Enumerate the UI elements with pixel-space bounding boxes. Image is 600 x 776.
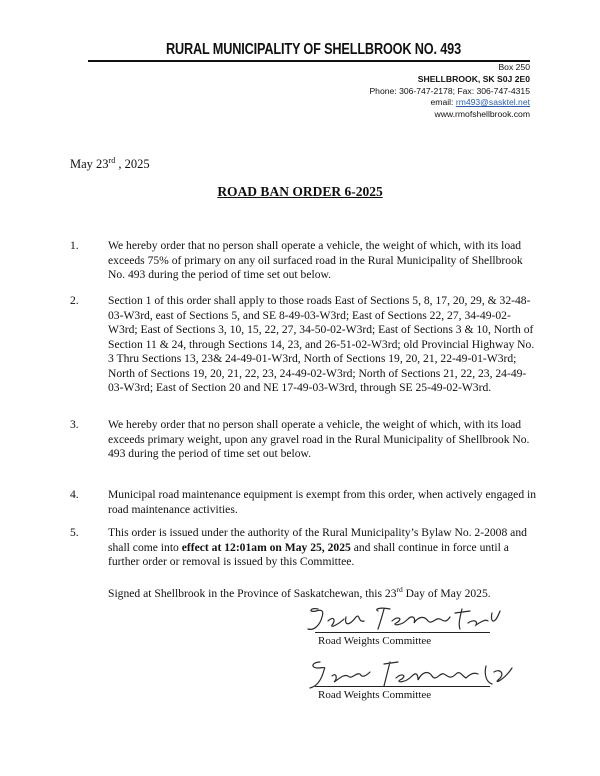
box-number: Box 250 (498, 62, 530, 72)
clause-text: Municipal road maintenance equipment is exempt from this order, when actively engaged in road maintenance activities. (108, 488, 537, 516)
email-link[interactable]: rm493@sasktel.net (455, 97, 530, 108)
website[interactable]: www.rmofshellbrook.com (434, 109, 530, 120)
city-postal: SHELLBROOK, SK S0J 2E0 (417, 73, 530, 84)
clause-text: We hereby order that no person shall operate a vehicle, the weight of which, with its load exceeds primary weight, upon any gravel road in the Rural Municipality of Shellbrook No. 493 during the period of time set out below. (108, 418, 530, 460)
committee-label-2: Road Weights Committee (318, 689, 432, 701)
contact-block (369, 62, 530, 121)
clause-number: 3. (70, 418, 79, 431)
document-date: May 23rd , 2025 (70, 156, 150, 172)
committee-label-1: Road Weights Committee (318, 635, 432, 647)
phone-fax: Phone: 306-747-2178; Fax: 306-747-4315 (369, 85, 530, 96)
email-line (369, 97, 530, 109)
signed-statement: Signed at Shellbrook in the Province of Saskatchewan, this 23rd Day of May 2025. (108, 585, 491, 600)
clause-number: 5. (70, 526, 79, 539)
clause-text: This order is issued under the authority of the Rural Municipality’s Bylaw No. 2-2008 and shall come into effect at 12:01am on May 25, 2025 and shall continue in force until a further order or removal is issued by this Committee. (108, 526, 527, 568)
municipality-name: RURAL MUNICIPALITY OF SHELLBROOK NO. 493 (166, 41, 461, 58)
effective-date: effect at 12:01am on May 25, 2025 (181, 540, 351, 554)
order-title: ROAD BAN ORDER 6-2025 (217, 184, 383, 199)
clause-number: 1. (70, 239, 79, 252)
clause-number: 2. (70, 294, 79, 307)
clause-text: We hereby order that no person shall operate a vehicle, the weight of which, with its load exceeds 75% of primary on any oil surfaced road in the Rural Municipality of Shellbrook No. 493 during the period of time set out below. (108, 239, 523, 281)
signature-line-1 (315, 632, 490, 633)
clause-number: 4. (70, 488, 79, 501)
signature-1 (300, 603, 510, 639)
clause-text: Section 1 of this order shall apply to those roads East of Sections 5, 8, 17, 20, 29, & 32-48-03-W3rd, east of Sections 5, and SE 8-49-03-W3rd; East of Sections 22, 27, 34-49-02-W3rd; East of Sections 3, 10, 15, 22, 27, 34-50-02-W3rd; East of Sections 3 & 10, North of Section 11 & 24, through Sections 14, 23, and 26-51-02-W3rd; old Provincial Highway No. 3 Thru Sections 13, 23& 24-49-01-W3rd, North of Sections 19, 20, 21, 22-49-01-W3rd; North of Sections 19, 20, 21, 22, 23, 24-49-02-W3rd; North of Sections 21, 22, 23, 24-49-03-W3rd; East of Section 20 and NE 17-49-03-W3rd, through SE 25-49-02-W3rd. (108, 294, 535, 394)
signature-line-2 (315, 686, 490, 687)
email-label: email: (430, 97, 456, 108)
